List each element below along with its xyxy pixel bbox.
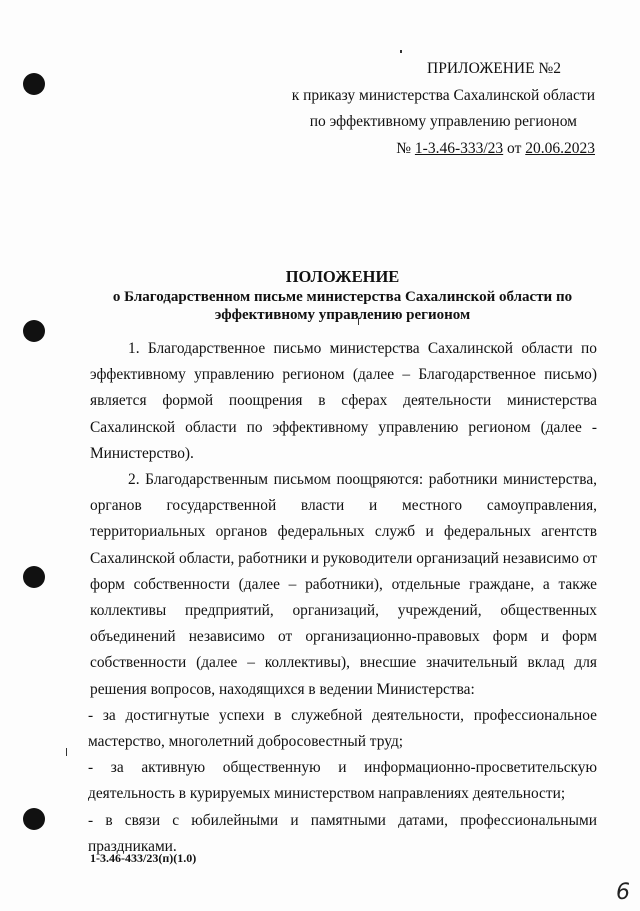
punch-hole (23, 808, 45, 830)
punch-hole (23, 320, 45, 342)
order-reference-line: по эффективному управлению регионом (309, 113, 577, 130)
appendix-header (292, 56, 595, 162)
scan-speck (400, 50, 402, 53)
order-date: 20.06.2023 (525, 139, 595, 157)
document-subtitle: о Благодарственном письме министерства Сахалинской области по эффективному управлению регионом (112, 289, 573, 323)
handwritten-page-number: 6 (616, 880, 630, 905)
list-item: - в связи с юбилейными и памятными датами, профессиональными праздниками. (88, 811, 597, 855)
punch-hole (23, 566, 45, 588)
order-reference-line: к приказу министерства Сахалинской области (291, 86, 595, 104)
order-number: 1-3.46-333/23 (414, 139, 504, 157)
paragraph-1: 1. Благодарственное письмо министерства Сахалинской области по эффективному управлению регионом (далее – Благодарственное письмо) является формой поощрения в сферах деятельности министерства Сахалинской области по эффективному управлению регионом (далее - Министерство). (90, 340, 597, 462)
appendix-label: ПРИЛОЖЕНИЕ №2 (427, 60, 561, 77)
document-title: ПОЛОЖЕНИЕ (285, 267, 400, 286)
list-item: - за активную общественную и информационно-просветительскую деятельность в курируемых министерством направлениях деятельности; (88, 759, 597, 803)
document-body (90, 336, 597, 860)
list-item: - за достигнутые успехи в служебной деятельности, профессиональное мастерство, многолетний добросовестный труд; (88, 706, 597, 751)
paragraph-2: 2. Благодарственным письмом поощряются: работники министерства, органов государственной власти и местного самоуправления, территориальных органов федеральных служб и федеральных агентств Сахалинской области, работники и руководители организаций независимо от форм собственности (далее – работники), отдельные граждане, а также коллективы предприятий, организаций, учреждений, общественных объединений независимо от организационно-правовых форм и форм собственности (далее – коллективы), внесшие значительный вклад для решения вопросов, находящихся в ведении Министерства: (90, 471, 597, 698)
scan-speck (66, 748, 67, 756)
order-number-line: № 1-3.46-333/23 от 20.06.2023 (396, 139, 595, 157)
document-title-block (90, 266, 595, 324)
punch-hole (23, 73, 45, 95)
document-code: 1-3.46-433/23(п)(1.0) (90, 851, 197, 865)
